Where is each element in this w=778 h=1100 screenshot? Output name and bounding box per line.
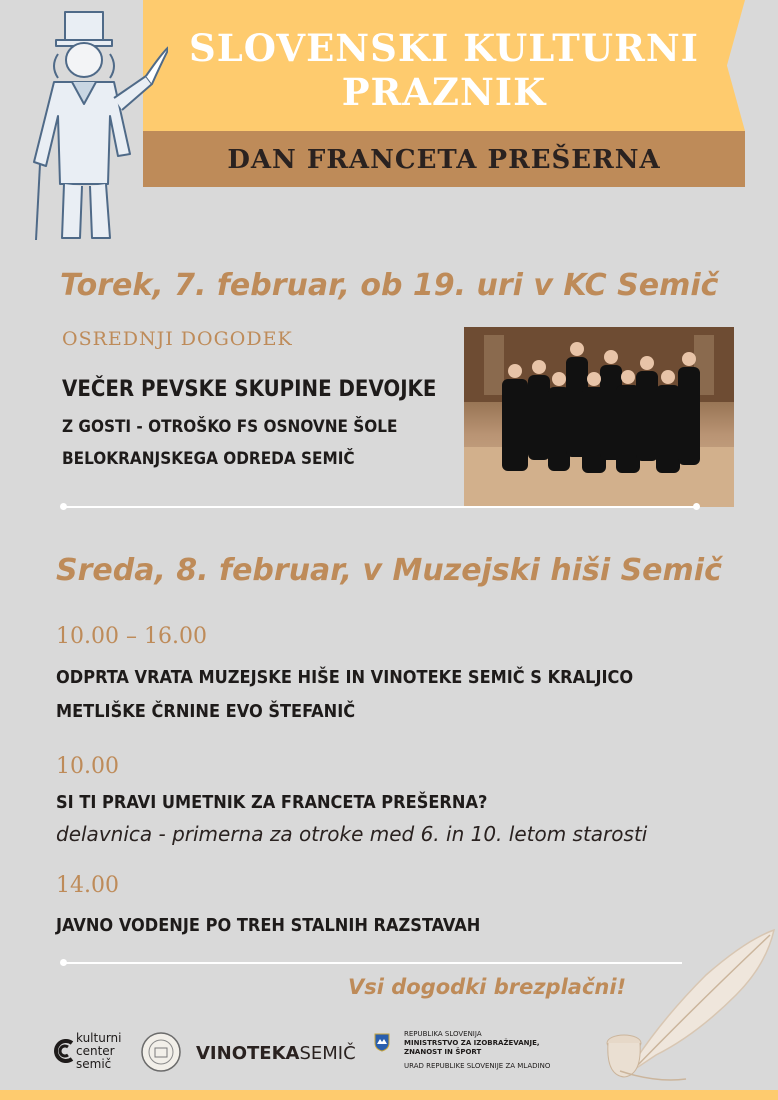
kc-logo-line-2: center: [76, 1044, 115, 1058]
partner-logos: [52, 1030, 612, 1075]
event3-title: JAVNO VODENJE PO TREH STALNIH RAZSTAVAH: [56, 915, 481, 936]
day1-event-line-3: BELOKRANJSKEGA ODREDA SEMIČ: [62, 449, 355, 469]
day1-event-line-2: Z GOSTI - OTROŠKO FS OSNOVNE ŠOLE: [62, 417, 398, 437]
muzejska-hisa-seal-icon: [140, 1031, 182, 1073]
kc-logo-line-3: semič: [76, 1057, 112, 1071]
ministry-line-2: MINISTRSTVO ZA IZOBRAŽEVANJE,: [404, 1039, 540, 1047]
kc-logo-line-1: kulturni: [76, 1031, 122, 1045]
day1-event-line-1: VEČER PEVSKE SKUPINE DEVOJKE: [62, 377, 437, 402]
vinoteka-semic-logo: [196, 1043, 356, 1064]
vinoteka-bold: VINOTEKA: [196, 1043, 300, 1064]
poster-title: [143, 26, 745, 114]
divider-dot-left-2: [60, 959, 67, 966]
event2-title: SI TI PRAVI UMETNIK ZA FRANCETA PREŠERNA?: [56, 792, 488, 813]
section-divider-1: [62, 506, 698, 508]
vinoteka-light: SEMIČ: [299, 1043, 356, 1064]
event1-time: 10.00 – 16.00: [56, 624, 207, 649]
day2-heading: Sreda, 8. februar, v Muzejski hiši Semič: [56, 553, 722, 588]
slovenia-coat-of-arms-icon: [374, 1033, 390, 1052]
event2-description: delavnica - primerna za otroke med 6. in 10. letom starosti: [56, 822, 648, 846]
ministry-line-3: ZNANOST IN ŠPORT: [404, 1048, 482, 1056]
bottom-accent-bar: [0, 1090, 778, 1100]
section-divider-2: [62, 962, 682, 964]
quill-inkwell-illustration: [596, 925, 776, 1085]
divider-dot-left: [60, 503, 67, 510]
event1-line-2: METLIŠKE ČRNINE EVO ŠTEFANIČ: [56, 701, 356, 722]
day1-heading: Torek, 7. februar, ob 19. uri v KC Semič: [60, 268, 719, 303]
ministry-line-1: REPUBLIKA SLOVENIJA: [404, 1030, 482, 1038]
event1-line-1: ODPRTA VRATA MUZEJSKE HIŠE IN VINOTEKE SEMIČ S KRALJICO: [56, 667, 634, 688]
title-line-2: PRAZNIK: [341, 70, 547, 114]
kc-c-mark-icon: [52, 1038, 78, 1064]
choir-photo: [464, 327, 734, 507]
free-events-note: Vsi dogodki brezplačni!: [348, 975, 627, 999]
kulturni-center-semic-logo: [52, 1032, 132, 1072]
title-line-1: SLOVENSKI KULTURNI: [189, 26, 699, 70]
preseren-portrait-illustration: [18, 6, 168, 241]
main-event-label: OSREDNJI DOGODEK: [62, 328, 293, 350]
poster-subtitle: DAN FRANCETA PREŠERNA: [227, 145, 661, 175]
event2-time: 10.00: [56, 754, 119, 779]
ministry-line-4: URAD REPUBLIKE SLOVENIJE ZA MLADINO: [404, 1062, 551, 1070]
event3-time: 14.00: [56, 873, 119, 898]
ministry-logo-text: [404, 1030, 550, 1071]
divider-dot-right: [693, 503, 700, 510]
